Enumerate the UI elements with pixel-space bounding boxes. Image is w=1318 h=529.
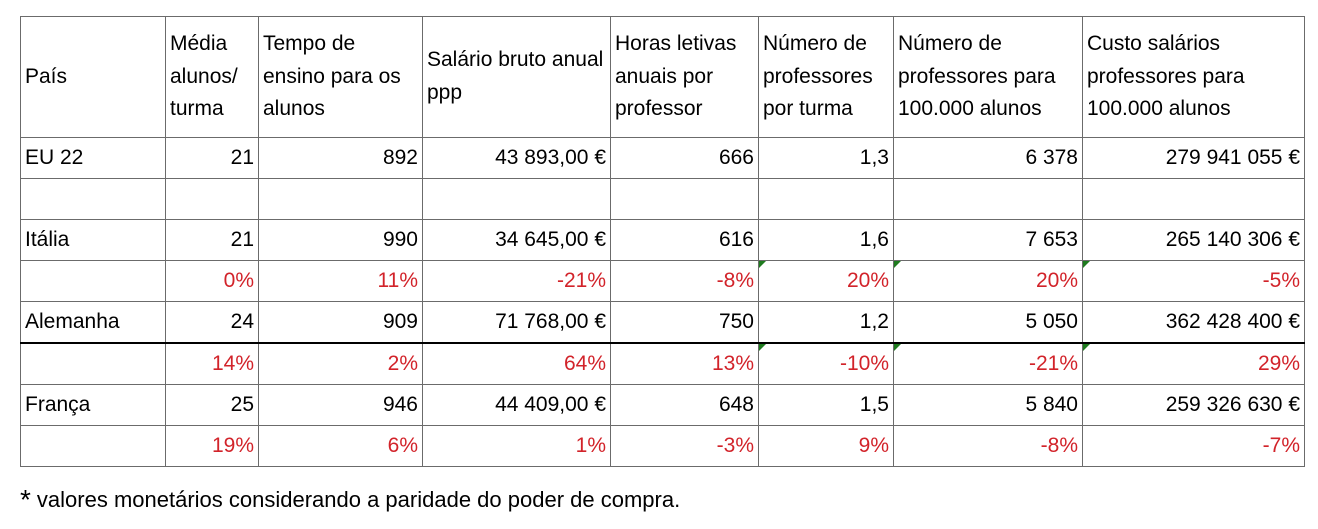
table-row-italia-pct xyxy=(21,261,1305,302)
cell-percent-text: -5% xyxy=(1262,269,1300,293)
comment-marker-icon xyxy=(894,261,901,268)
cell-percent-text: 20% xyxy=(1035,269,1078,293)
cell-country xyxy=(21,261,166,302)
header-teaching-time: Tempo de ensino para os alunos xyxy=(259,17,423,138)
cell-value: 7 653 xyxy=(894,220,1083,261)
cell-percent[interactable] xyxy=(1083,343,1305,385)
cell-percent[interactable] xyxy=(894,261,1083,302)
cell-percent-text: 20% xyxy=(846,269,889,293)
header-gross-salary: Salário bruto anual ppp xyxy=(423,17,611,138)
table-row-empty xyxy=(21,179,1305,220)
cell-percent: 11% xyxy=(259,261,423,302)
cell-percent: -8% xyxy=(894,426,1083,467)
cell-percent: 9% xyxy=(759,426,894,467)
cell-country: EU 22 xyxy=(21,138,166,179)
cell-value: 279 941 055 € xyxy=(1083,138,1305,179)
table-row-italia xyxy=(21,220,1305,261)
header-country: País xyxy=(21,17,166,138)
cell-value: 265 140 306 € xyxy=(1083,220,1305,261)
cell-percent: 14% xyxy=(166,343,259,385)
header-teachers-per-100k: Número de professores para 100.000 alunos xyxy=(894,17,1083,138)
cell-percent-text: -21% xyxy=(1028,352,1078,376)
table-row-alemanha xyxy=(21,302,1305,344)
cell-value: 666 xyxy=(611,138,759,179)
cell-value: 21 xyxy=(166,220,259,261)
cell-percent-text: -10% xyxy=(839,352,889,376)
cell-value: 34 645,00 € xyxy=(423,220,611,261)
comment-marker-icon xyxy=(1083,344,1090,351)
cell-value: 909 xyxy=(259,302,423,344)
cell-value: 946 xyxy=(259,385,423,426)
cell-value: 21 xyxy=(166,138,259,179)
cell-value: 71 768,00 € xyxy=(423,302,611,344)
cell-country: França xyxy=(21,385,166,426)
cell-value: 1,5 xyxy=(759,385,894,426)
cell-percent[interactable] xyxy=(759,261,894,302)
cell-percent: 64% xyxy=(423,343,611,385)
cell-value: 616 xyxy=(611,220,759,261)
cell-percent[interactable] xyxy=(759,343,894,385)
cell-value: 44 409,00 € xyxy=(423,385,611,426)
cell-value: 6 378 xyxy=(894,138,1083,179)
cell-country: Alemanha xyxy=(21,302,166,344)
header-avg-students-per-class: Média alunos/ turma xyxy=(166,17,259,138)
cell-percent[interactable] xyxy=(894,343,1083,385)
cell-percent: 1% xyxy=(423,426,611,467)
table-row-franca xyxy=(21,385,1305,426)
cell-percent: -7% xyxy=(1083,426,1305,467)
cell-value: 259 326 630 € xyxy=(1083,385,1305,426)
footnote-text: valores monetários considerando a paridade do poder de compra. xyxy=(36,487,681,512)
comment-marker-icon xyxy=(1083,261,1090,268)
comment-marker-icon xyxy=(759,344,766,351)
empty-cell xyxy=(611,179,759,220)
table-row-franca-pct xyxy=(21,426,1305,467)
cell-value: 24 xyxy=(166,302,259,344)
empty-cell xyxy=(21,179,166,220)
header-teachers-per-class: Número de professores por turma xyxy=(759,17,894,138)
comparison-table xyxy=(20,16,1305,467)
cell-value: 1,6 xyxy=(759,220,894,261)
cell-value: 43 893,00 € xyxy=(423,138,611,179)
cell-value: 990 xyxy=(259,220,423,261)
cell-percent: 13% xyxy=(611,343,759,385)
cell-value: 648 xyxy=(611,385,759,426)
cell-value: 5 050 xyxy=(894,302,1083,344)
cell-country xyxy=(21,426,166,467)
cell-percent: 0% xyxy=(166,261,259,302)
cell-country: Itália xyxy=(21,220,166,261)
comment-marker-icon xyxy=(894,344,901,351)
cell-percent[interactable] xyxy=(1083,261,1305,302)
footnote-asterisk: * xyxy=(20,484,31,515)
cell-country xyxy=(21,343,166,385)
cell-value: 892 xyxy=(259,138,423,179)
header-salary-cost-per-100k: Custo salários professores para 100.000 alunos xyxy=(1083,17,1305,138)
empty-cell xyxy=(894,179,1083,220)
empty-cell xyxy=(759,179,894,220)
cell-percent: 2% xyxy=(259,343,423,385)
comment-marker-icon xyxy=(759,261,766,268)
cell-percent: 19% xyxy=(166,426,259,467)
header-row xyxy=(21,17,1305,138)
header-teaching-hours: Horas letivas anuais por professor xyxy=(611,17,759,138)
cell-percent: -21% xyxy=(423,261,611,302)
empty-cell xyxy=(259,179,423,220)
cell-value: 362 428 400 € xyxy=(1083,302,1305,344)
cell-value: 25 xyxy=(166,385,259,426)
cell-value: 5 840 xyxy=(894,385,1083,426)
empty-cell xyxy=(166,179,259,220)
table-row-alemanha-pct xyxy=(21,343,1305,385)
cell-value: 1,3 xyxy=(759,138,894,179)
cell-value: 750 xyxy=(611,302,759,344)
cell-percent: 6% xyxy=(259,426,423,467)
cell-percent-text: 29% xyxy=(1257,352,1300,376)
cell-percent: -3% xyxy=(611,426,759,467)
table-row-eu22 xyxy=(21,138,1305,179)
empty-cell xyxy=(1083,179,1305,220)
empty-cell xyxy=(423,179,611,220)
cell-value: 1,2 xyxy=(759,302,894,344)
footnote xyxy=(20,482,680,514)
cell-percent: -8% xyxy=(611,261,759,302)
